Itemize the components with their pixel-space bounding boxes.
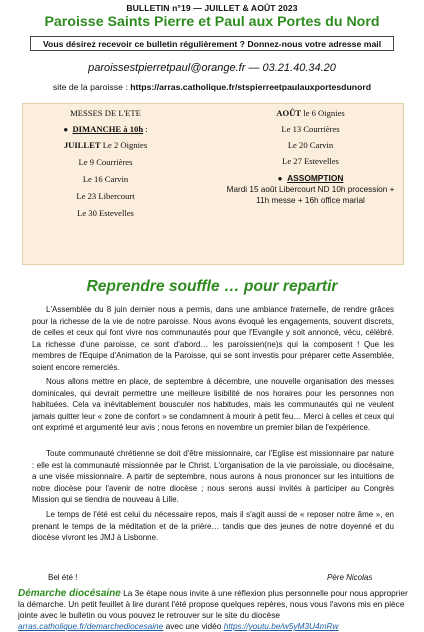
demarche-section: [18, 588, 408, 631]
bulletin-number: BULLETIN n°19 — JUILLET & AOÛT 2023: [126, 3, 298, 13]
site-line: [0, 82, 424, 92]
demarche-link[interactable]: arras.catholique.fr/demarchediocesaine: [18, 621, 164, 631]
article-paragraph: [32, 304, 394, 374]
subscribe-notice: Vous désirez recevoir ce bulletin régulièrement ? Donnez-nous votre adresse mail: [30, 36, 394, 51]
bullet-icon: ●: [277, 174, 283, 183]
masses-title: MESSES DE L'ETE: [70, 108, 141, 118]
parish-title: Paroisse Saints Pierre et Paul aux Portes du Nord: [44, 14, 380, 30]
paragraph-text: Le temps de l'été est celui du nécessaire repos, mais il s'agit aussi de « reposer notre âme », en prenant le temps de la méditation et de la prière… tandis que des jeunes de notre doyenné et du diocèse vivront les JMJ à Lisbonne.: [32, 510, 394, 543]
demarche-mid: avec une vidéo: [163, 621, 224, 631]
july-label: JUILLET: [63, 140, 101, 150]
site-url-link[interactable]: https://arras.catholique.fr/stspierreetpaulauxportesdunord: [130, 82, 372, 92]
august-item: Le 27 Estevelles: [282, 156, 339, 166]
july-item: Le 23 Libercourt: [76, 191, 135, 201]
demarche-text: La 3e étape nous invite à une réflexion plus personnelle pour nous approprier la démarche. Un petit feuillet à lire durant l'été propose quelques repères, nous vous l'avons mis en pièce jointe avec le bulletin ou vous pouvez le retrouver sur le site du diocèse: [18, 588, 408, 620]
bullet-icon: ●: [63, 125, 69, 134]
article-paragraph: [32, 509, 394, 544]
summer-masses-box: [22, 103, 404, 265]
july-item: Le 30 Estevelles: [77, 208, 134, 218]
sunday-label: DIMANCHE à 10h: [72, 124, 144, 134]
assumption-heading: [218, 173, 403, 183]
signature: Père Nicolas: [327, 573, 373, 582]
demarche-heading: Démarche diocésaine: [18, 588, 121, 599]
paragraph-text: L'Assemblée du 8 juin dernier nous a permis, dans une ambiance fraternelle, de rendre grâces pour la richesse de la vie de notre paroisse. Nous avons évoqué les engagements, souvent discrets, de celles et ceux qui font vivre nos communautés pour que l'Evangile y soit annoncé, vécu, célébré. La richesse d'une paroisse, ce sont d'abord… les paroissien(ne)s qui la composent ! Que les membres de l'Equipe d'Animation de la Paroisse, qui se sont investis pour préparer cette Assemblée, soient encore remerciés.: [32, 305, 394, 372]
sunday-suffix: :: [143, 124, 148, 134]
contact-line[interactable]: paroissestpierretpaul@orange.fr — 03.21.40.34.20: [88, 62, 336, 74]
august-item: Le 13 Courrières: [281, 124, 340, 134]
assumption-line: Mardi 15 août Libercourt ND 10h procession +: [226, 185, 395, 194]
july-first-date: Le 2 Oignies: [102, 140, 148, 150]
assumption-line: 11h messe + 16h office marial: [256, 196, 365, 205]
july-item: Le 16 Carvin: [82, 174, 129, 184]
july-first: [23, 140, 188, 150]
august-label: AOÛT: [276, 108, 302, 118]
site-label: site de la paroisse :: [52, 82, 131, 92]
assumption-label: ASSOMPTION: [287, 173, 344, 183]
closing-text: Bel été !: [48, 573, 78, 582]
article-paragraph: [32, 376, 394, 434]
paragraph-text: Nous allons mettre en place, de septembre à décembre, une nouvelle organisation des messes dominicales, qui devrait permettre une meilleure lisibilité de nos horaires pour les personnes non habituées. Cela va inévitablement bousculer nos habitudes, mais les communautés qui ne veulent jamais quitter leur « zone de confort » se condamnent à mourir à petit feu… Merci à celles et ceux qui ont exprimé et argumenté leur avis ; nous ferons en novembre un premier bilan de l'expérience.: [32, 377, 394, 433]
article-paragraph: [32, 448, 394, 506]
july-item: Le 9 Courrières: [78, 157, 133, 167]
paragraph-text: Toute communauté chrétienne se doit d'être missionnaire, car l'Eglise est missionnaire par nature : elle est la communauté missionnée par le Christ. L'organisation de la vie paroissiale, ou diocésaine, a une visée missionnaire. A partir de septembre, nous aurons à nous prononcer sur les intuitions de notre diocèse pour l'avenir de notre diocèse ; nous serons aussi invités à participer au Congrès Mission qui se tiendra de nouveau à Lille.: [32, 449, 394, 505]
august-item: Le 20 Carvin: [287, 140, 334, 150]
video-link[interactable]: https://youtu.be/w5yM3U4mRw: [223, 621, 339, 631]
sunday-line: [23, 124, 188, 134]
august-first-date: le 6 Oignies: [303, 108, 345, 118]
august-first: [218, 108, 403, 118]
article-title: Reprendre souffle … pour repartir: [86, 278, 338, 295]
